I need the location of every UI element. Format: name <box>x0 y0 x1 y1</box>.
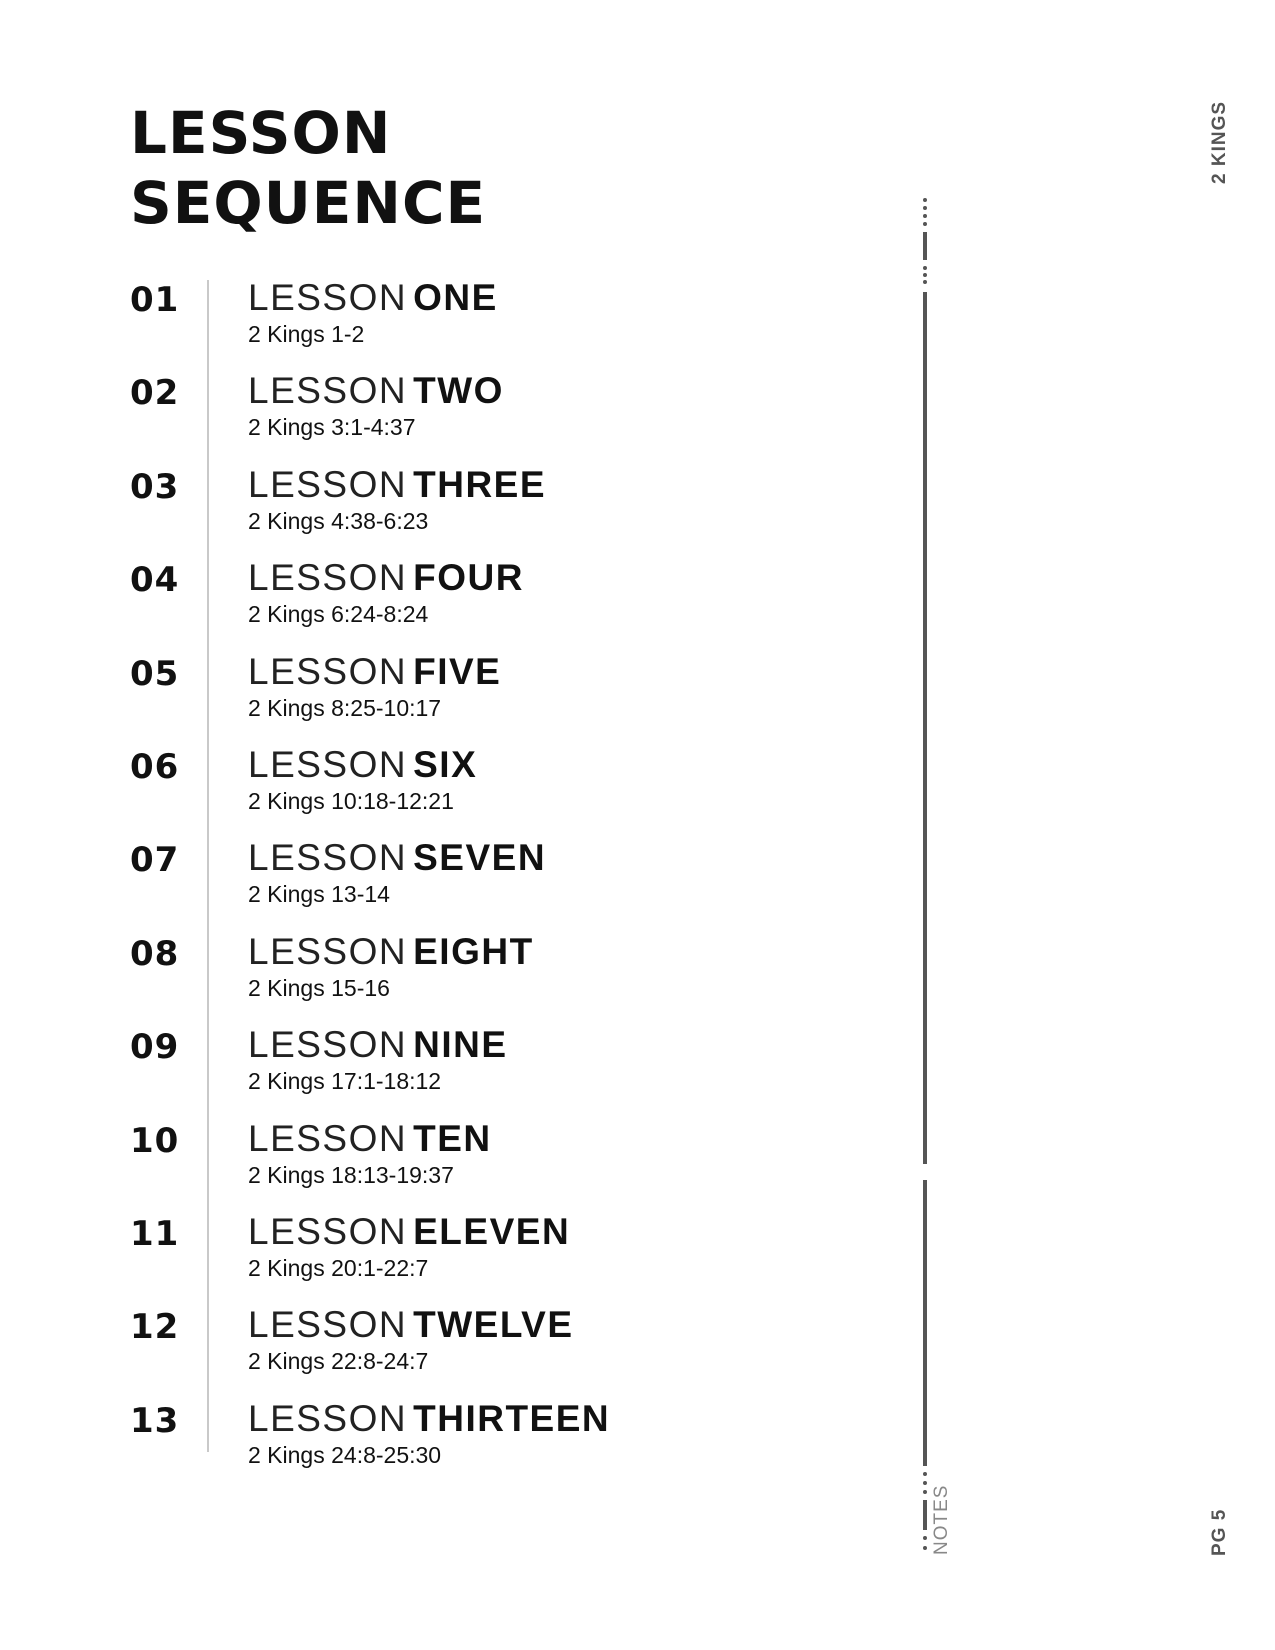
lesson-prefix: LESSON <box>248 1024 408 1066</box>
lesson-title <box>248 276 498 320</box>
lesson-number: 02 <box>130 373 180 414</box>
lesson-list <box>0 272 840 1486</box>
page-title-line-1: LESSON <box>130 99 392 167</box>
lesson-number: 07 <box>130 840 180 881</box>
lesson-item <box>0 272 840 365</box>
lesson-item <box>0 832 840 925</box>
lesson-reference: 2 Kings 8:25-10:17 <box>248 694 442 721</box>
lesson-title <box>248 1210 570 1254</box>
lesson-number: 05 <box>130 653 180 694</box>
lesson-item <box>0 926 840 1019</box>
lesson-item <box>0 1393 840 1486</box>
notes-label: NOTES <box>931 1484 952 1555</box>
lesson-title <box>248 930 534 974</box>
lesson-number: 06 <box>130 746 180 787</box>
lesson-reference: 2 Kings 1-2 <box>248 321 365 347</box>
notes-rule-upper <box>923 292 927 1164</box>
lesson-item <box>0 739 840 832</box>
notes-rule-tick-bottom <box>923 1500 927 1530</box>
lesson-reference: 2 Kings 4:38-6:23 <box>248 507 429 534</box>
lesson-title <box>248 836 546 880</box>
lesson-prefix: LESSON <box>248 650 408 692</box>
lesson-item <box>0 646 840 739</box>
lesson-reference: 2 Kings 15-16 <box>248 974 390 1001</box>
lesson-reference: 2 Kings 13-14 <box>248 881 390 908</box>
page-number: PG 5 <box>1209 1508 1230 1556</box>
lesson-item <box>0 365 840 458</box>
lesson-prefix: LESSON <box>248 463 408 505</box>
lesson-number: 10 <box>130 1120 180 1161</box>
lesson-title <box>248 743 477 787</box>
lesson-prefix: LESSON <box>248 1397 408 1439</box>
lesson-word: EIGHT <box>413 930 534 972</box>
lesson-word: NINE <box>413 1024 508 1066</box>
lesson-reference: 2 Kings 18:13-19:37 <box>248 1161 454 1188</box>
lesson-item <box>0 1299 840 1392</box>
lesson-word: FIVE <box>413 650 502 692</box>
lesson-prefix: LESSON <box>248 1117 408 1159</box>
lesson-reference: 2 Kings 6:24-8:24 <box>248 601 429 628</box>
lesson-prefix: LESSON <box>248 1210 408 1252</box>
lesson-item <box>0 1206 840 1299</box>
notes-rule-dots-end <box>923 1536 927 1550</box>
page-title-line-2: SEQUENCE <box>130 169 487 237</box>
lesson-item <box>0 459 840 552</box>
lesson-item <box>0 552 840 645</box>
lesson-prefix: LESSON <box>248 930 408 972</box>
notes-rule-tick <box>923 232 927 260</box>
lesson-prefix: LESSON <box>248 743 408 785</box>
lesson-prefix: LESSON <box>248 370 408 412</box>
lesson-word: THIRTEEN <box>413 1397 611 1439</box>
lesson-reference: 2 Kings 20:1-22:7 <box>248 1254 429 1281</box>
lesson-reference: 2 Kings 3:1-4:37 <box>248 414 416 441</box>
lesson-number: 09 <box>130 1027 180 1068</box>
lesson-number: 13 <box>130 1400 180 1441</box>
lesson-number: 12 <box>130 1307 180 1348</box>
lesson-prefix: LESSON <box>248 557 408 599</box>
lesson-title <box>248 1397 610 1441</box>
lesson-reference: 2 Kings 10:18-12:21 <box>248 787 454 814</box>
notes-rule-dots-bottom <box>923 1472 927 1494</box>
lesson-reference: 2 Kings 24:8-25:30 <box>248 1441 442 1468</box>
page-title <box>130 98 486 238</box>
lesson-title <box>248 650 501 694</box>
lesson-item <box>0 1019 840 1112</box>
lesson-title <box>248 369 504 413</box>
lesson-reference: 2 Kings 22:8-24:7 <box>248 1348 429 1375</box>
notes-rule-dots-top <box>923 198 927 226</box>
lesson-word: FOUR <box>413 557 524 599</box>
lesson-word: TEN <box>413 1117 492 1159</box>
lesson-title <box>248 463 546 507</box>
lesson-word: TWELVE <box>413 1304 574 1346</box>
lesson-reference: 2 Kings 17:1-18:12 <box>248 1068 442 1095</box>
lesson-word: SEVEN <box>413 837 547 879</box>
lesson-number: 11 <box>130 1213 180 1254</box>
lesson-number: 03 <box>130 466 180 507</box>
running-head: 2 KINGS <box>1209 100 1230 184</box>
lesson-word: SIX <box>413 743 478 785</box>
lesson-word: TWO <box>413 370 504 412</box>
lesson-title <box>248 556 524 600</box>
lesson-title <box>248 1303 574 1347</box>
lesson-word: ONE <box>413 277 498 318</box>
lesson-word: ELEVEN <box>413 1210 571 1252</box>
lesson-title <box>248 1023 508 1067</box>
lesson-number: 04 <box>130 560 180 601</box>
lesson-prefix: LESSON <box>248 1304 408 1346</box>
lesson-title <box>248 1117 492 1161</box>
notes-rule-dots <box>923 266 927 284</box>
lesson-item <box>0 1113 840 1206</box>
lesson-prefix: LESSON <box>248 837 408 879</box>
lesson-number: 01 <box>130 280 180 320</box>
lesson-number: 08 <box>130 933 180 974</box>
lesson-word: THREE <box>413 463 547 505</box>
lesson-prefix: LESSON <box>248 277 408 318</box>
notes-rule-lower <box>923 1180 927 1466</box>
